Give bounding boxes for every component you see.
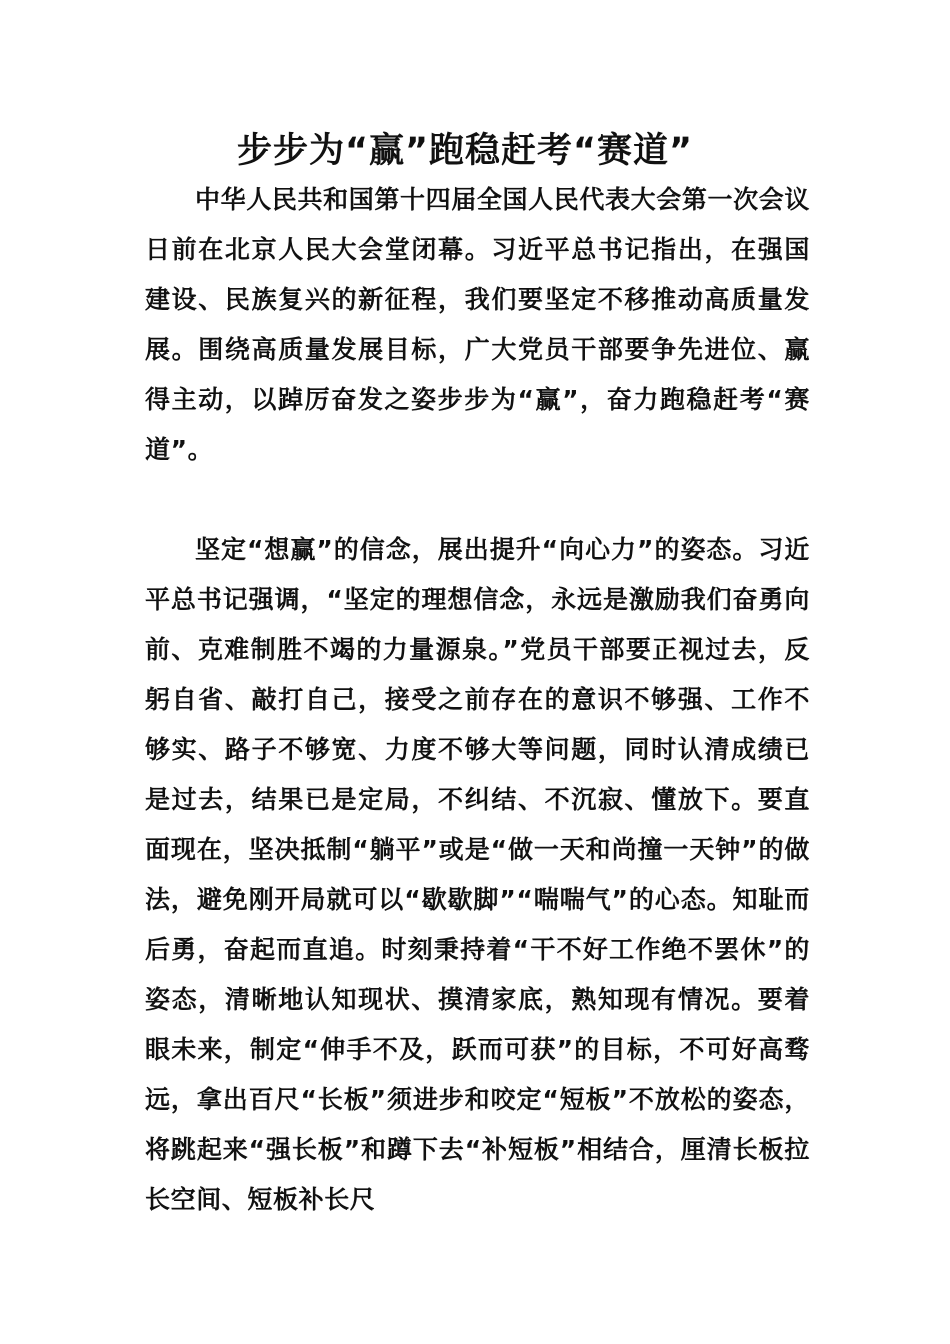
paragraph-intro: 中华人民共和国第十四届全国人民代表大会第一次会议日前在北京人民大会堂闭幕。习近平总书记指出，在强国建设、民族复兴的新征程，我们要坚定不移推动高质量发展。围绕高质量发展目标，广大党员干部要争先进位、赢得主动，以踔厉奋发之姿步步为“赢”，奋力跑稳赶考“赛道”。 <box>145 185 810 464</box>
paragraph-firm-belief: 坚定“想赢”的信念，展出提升“向心力”的姿态。习近平总书记强调，“坚定的理想信念，永远是激励我们奋勇向前、克难制胜不竭的力量源泉。”党员干部要正视过去，反躬自省、敲打自己，接受之前存在的意识不够强、工作不够实、路子不够宽、力度不够大等问题，同时认清成绩已是过去，结果已是定局，不纠结、不沉寂、懂放下。要直面现在，坚决抵制“躺平”或是“做一天和尚撞一天钟”的做法，避免刚开局就可以“歇歇脚”“喘喘气”的心态。知耻而后勇，奋起而直追。时刻秉持着“干不好工作绝不罢休”的姿态，清晰地认知现状、摸清家底，熟知现有情况。要着眼未来，制定“伸手不及，跃而可获”的目标，不可好高骛远，拿出百尺“长板”须进步和咬定“短板”不放松的姿态，将跳起来“强长板”和蹲下去“补短板”相结合，厘清长板拉长空间、短板补长尺 <box>145 535 810 1214</box>
document-title: 步步为“赢”跑稳赶考“赛道” <box>236 131 693 171</box>
